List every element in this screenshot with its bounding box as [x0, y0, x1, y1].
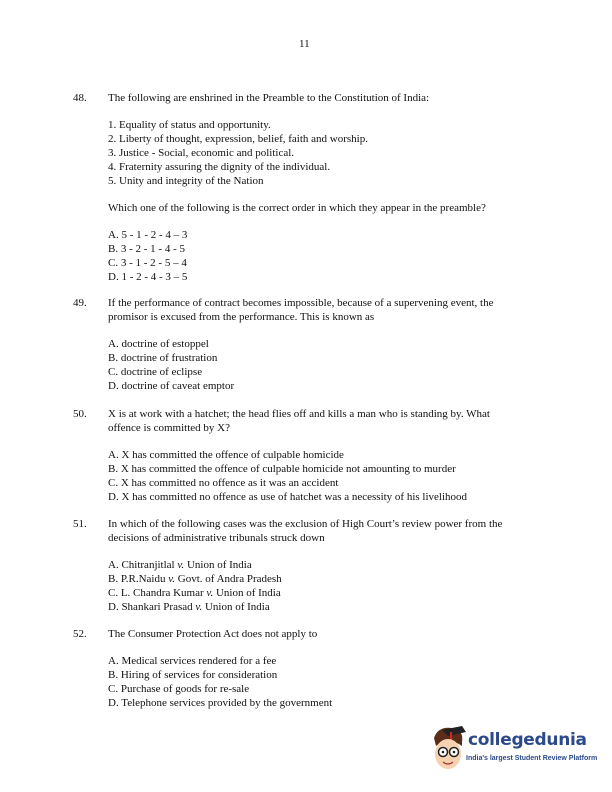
option-text: D. Shankari Prasad: [108, 601, 196, 613]
versus: v.: [206, 587, 214, 599]
question-number: 50.: [73, 408, 87, 420]
option: B. Hiring of services for consideration: [108, 669, 278, 681]
question-prompt: Which one of the following is the correct order in which they appear in the preamble?: [108, 202, 486, 214]
page-number: 11: [299, 38, 310, 50]
option: D. doctrine of caveat emptor: [108, 380, 235, 392]
versus: v.: [177, 559, 185, 571]
option: [108, 558, 544, 572]
option-text: Union of India: [202, 601, 270, 613]
question-number: 49.: [73, 297, 87, 309]
option: B. 3 - 2 - 1 - 4 - 5: [108, 243, 185, 255]
option: C. X has committed no offence as it was an accident: [108, 477, 339, 489]
option: D. 1 - 2 - 4 - 3 – 5: [108, 271, 188, 283]
list-item: 4. Fraternity assuring the dignity of the individual.: [108, 161, 331, 173]
mascot-icon: [428, 724, 468, 774]
option: C. doctrine of eclipse: [108, 366, 203, 378]
question-stem: X is at work with a hatchet; the head flies off and kills a man who is standing by. What: [108, 408, 490, 420]
option-text: Union of India: [184, 559, 252, 571]
versus: v.: [168, 573, 176, 585]
list-item: 2. Liberty of thought, expression, belief, faith and worship.: [108, 133, 368, 145]
question-number: 51.: [73, 518, 87, 530]
option: A. Medical services rendered for a fee: [108, 655, 277, 667]
list-item: 3. Justice - Social, economic and political.: [108, 147, 295, 159]
option: D. X has committed no offence as use of hatchet was a necessity of his livelihood: [108, 491, 468, 503]
question-number: 48.: [73, 92, 87, 104]
versus: v.: [195, 601, 203, 613]
option: C. Purchase of goods for re-sale: [108, 683, 250, 695]
list-item: 1. Equality of status and opportunity.: [108, 119, 271, 131]
option: A. 5 - 1 - 2 - 4 – 3: [108, 229, 188, 241]
question-stem: offence is committed by X?: [108, 422, 230, 434]
option-text: Govt. of Andra Pradesh: [175, 573, 282, 585]
option: A. doctrine of estoppel: [108, 338, 209, 350]
brand-name: collegedunia: [468, 730, 587, 750]
question-stem: In which of the following cases was the exclusion of High Court’s review power from the: [108, 518, 503, 530]
option: C. 3 - 1 - 2 - 5 – 4: [108, 257, 187, 269]
question-stem: promisor is excused from the performance. This is known as: [108, 311, 375, 323]
option: [108, 600, 544, 614]
question-stem: decisions of administrative tribunals struck down: [108, 532, 325, 544]
list-item: 5. Unity and integrity of the Nation: [108, 175, 264, 187]
option: B. X has committed the offence of culpable homicide not amounting to murder: [108, 463, 456, 475]
option-text: B. P.R.Naidu: [108, 573, 169, 585]
option: [108, 586, 544, 600]
option: [108, 572, 544, 586]
option: D. Telephone services provided by the government: [108, 697, 333, 709]
collegedunia-logo: [428, 722, 608, 780]
option: B. doctrine of frustration: [108, 352, 218, 364]
option: A. X has committed the offence of culpable homicide: [108, 449, 344, 461]
option-text: A. Chitranjitlal: [108, 559, 178, 571]
question-stem: The Consumer Protection Act does not apply to: [108, 628, 318, 640]
option-text: C. L. Chandra Kumar: [108, 587, 207, 599]
question-stem: If the performance of contract becomes impossible, because of a supervening event, the: [108, 297, 494, 309]
question-number: 52.: [73, 628, 87, 640]
brand-tagline: India's largest Student Review Platform: [466, 755, 598, 762]
question-stem: The following are enshrined in the Preamble to the Constitution of India:: [108, 92, 430, 104]
option-text: Union of India: [213, 587, 281, 599]
